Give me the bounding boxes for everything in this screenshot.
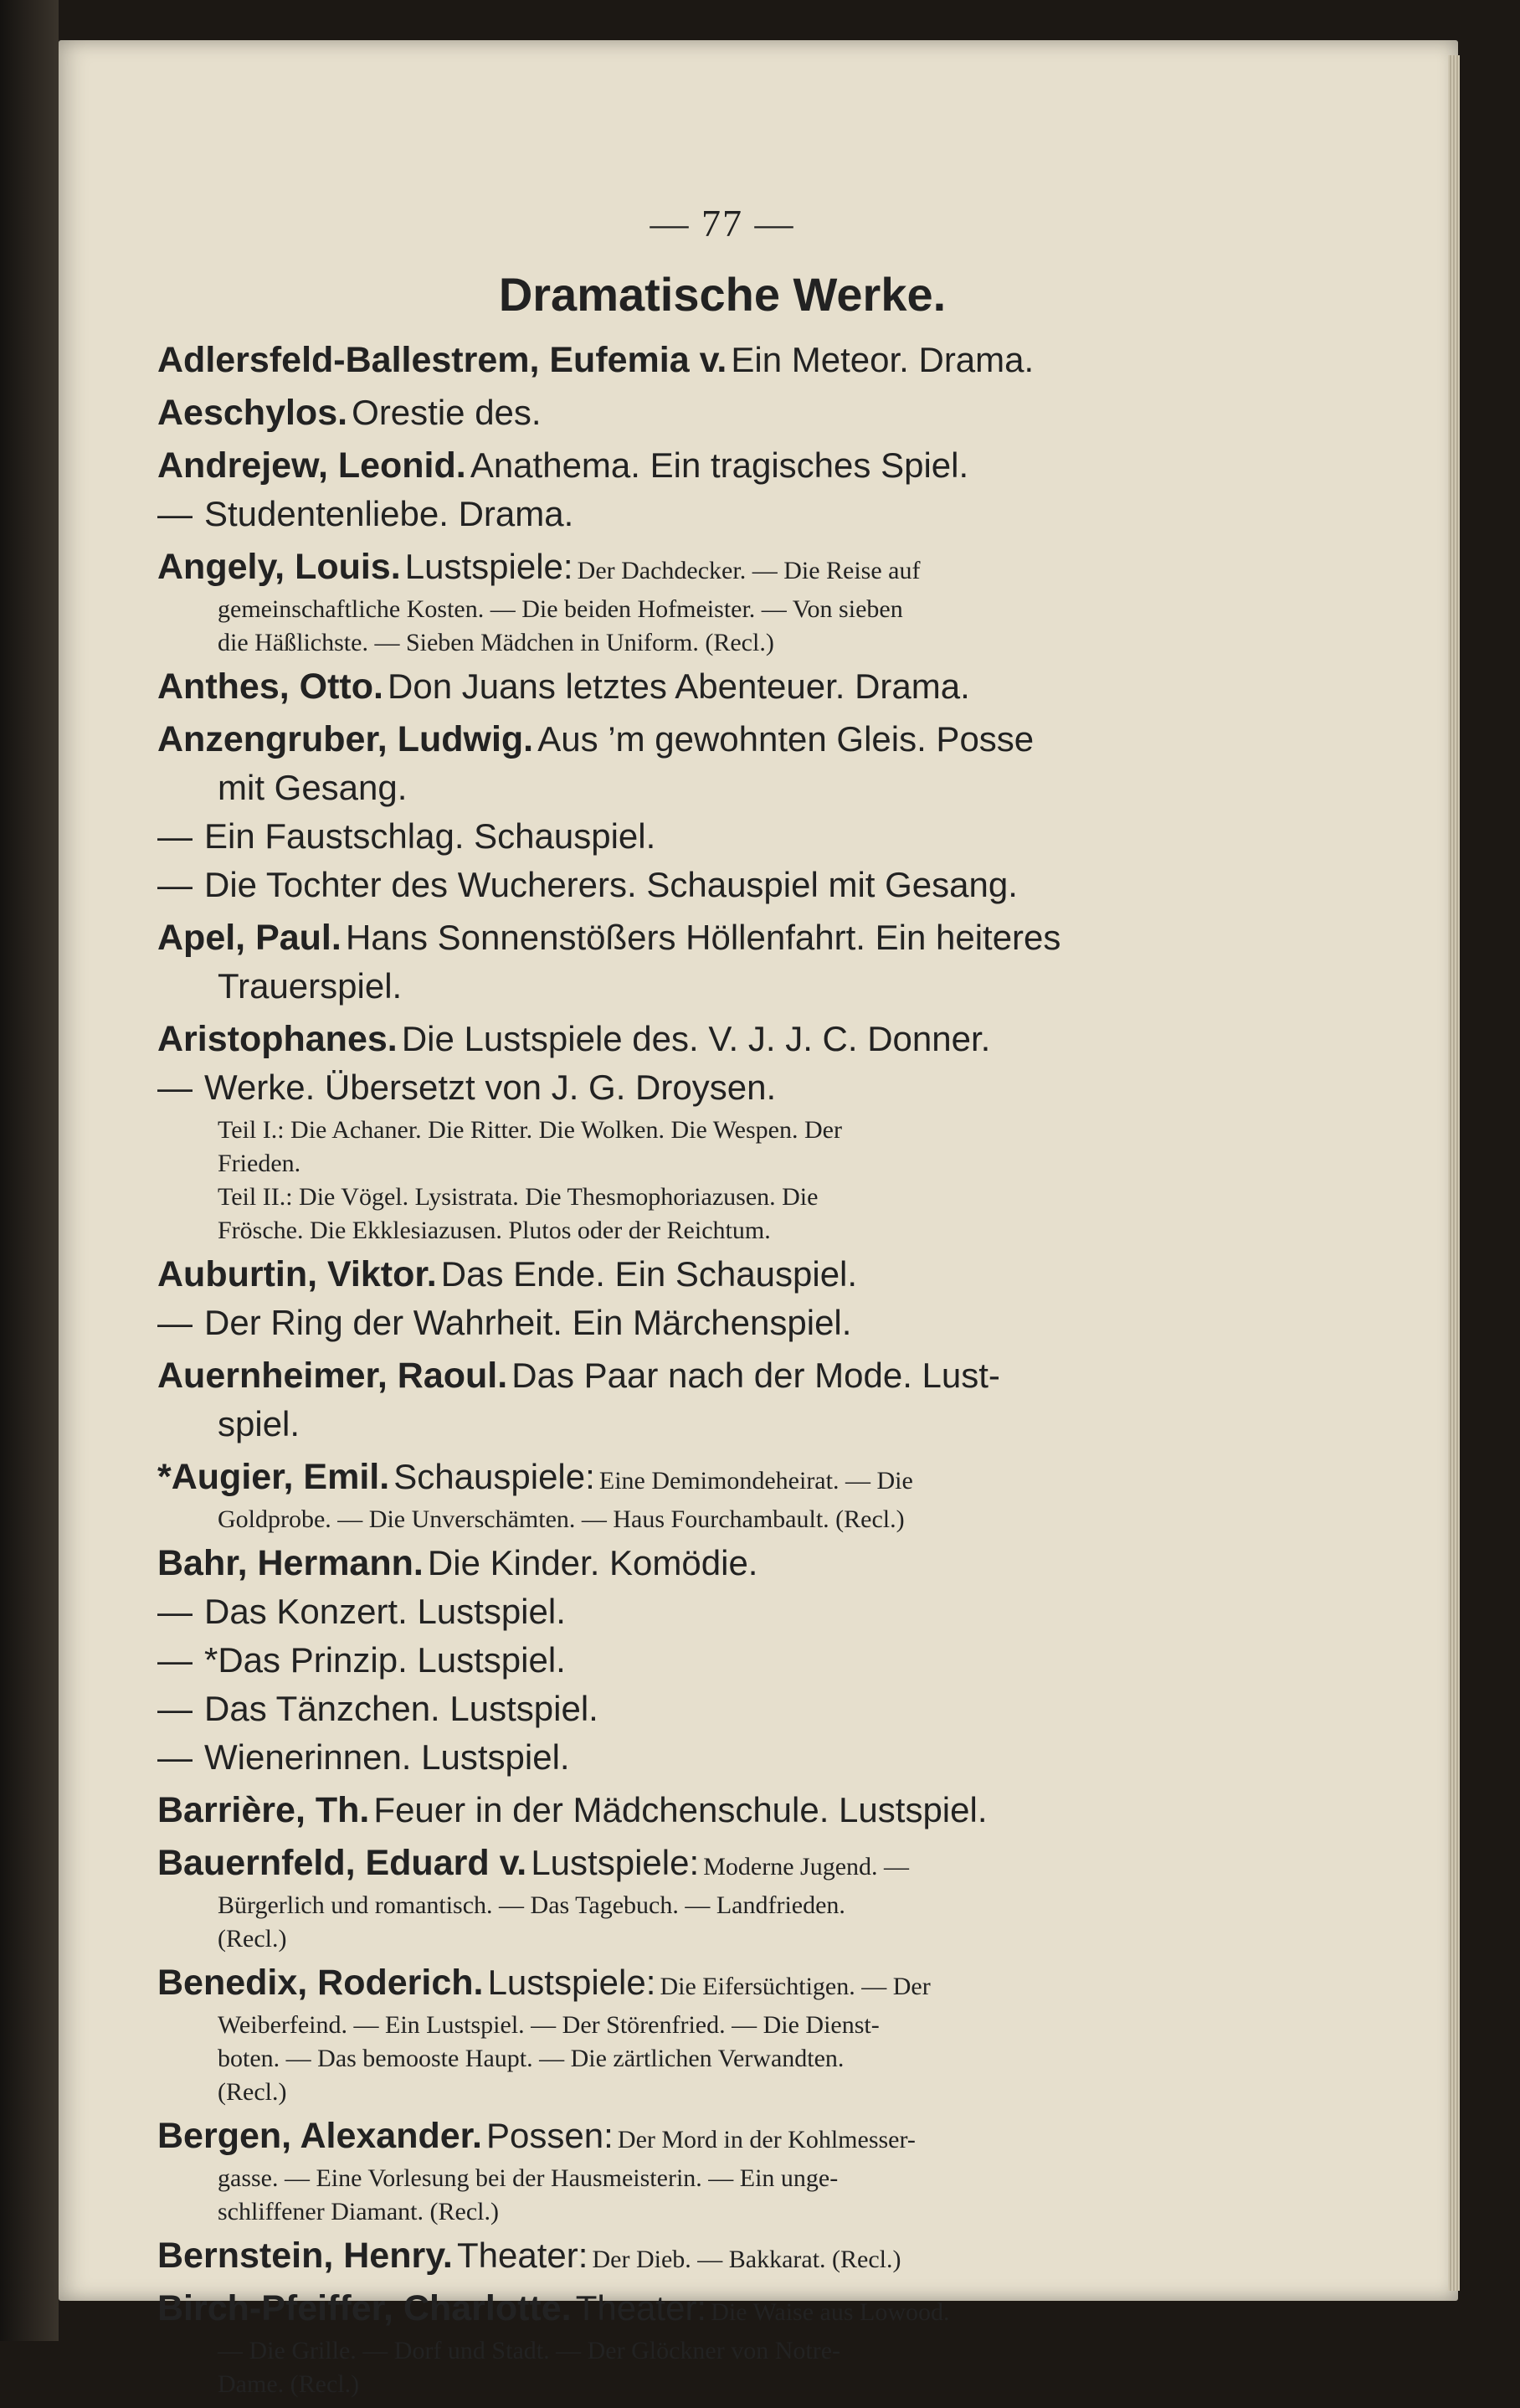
work-title: Das Tänzchen. Lustspiel. bbox=[204, 1689, 598, 1728]
entry-line bbox=[157, 393, 1287, 441]
work-list: Eine Demimondeheirat. — Die bbox=[598, 1467, 913, 1495]
entry-subline bbox=[157, 1592, 1287, 1640]
entry-line bbox=[157, 1254, 1287, 1303]
work-title: spiel. bbox=[218, 1404, 300, 1443]
work-list: schliffener Diamant. (Recl.) bbox=[218, 2198, 499, 2225]
entry-line bbox=[157, 918, 1287, 966]
entry-line bbox=[157, 547, 1287, 595]
entry-continuation bbox=[157, 966, 1287, 1015]
entry-bauernfeld bbox=[157, 1843, 1287, 1958]
work-title: Aus ’m gewohnten Gleis. Posse bbox=[537, 719, 1035, 759]
work-list: gemeinschaftliche Kosten. — Die beiden Hofmeister. — Von sieben bbox=[218, 595, 903, 623]
entry-bernstein bbox=[157, 2236, 1287, 2284]
entry-continuation bbox=[157, 2198, 1287, 2231]
author-name: Bernstein, Henry. bbox=[157, 2236, 453, 2276]
work-list: (Recl.) bbox=[218, 2078, 287, 2106]
genre-label: Possen: bbox=[486, 2116, 614, 2155]
entry-continuation bbox=[157, 1505, 1287, 1539]
entry-line bbox=[157, 1963, 1287, 2011]
entry-continuation bbox=[157, 2011, 1287, 2045]
entry-continuation bbox=[157, 2045, 1287, 2078]
entry-auburtin bbox=[157, 1254, 1287, 1351]
work-list: Frösche. Die Ekklesiazusen. Plutos oder der Reichtum. bbox=[218, 1217, 771, 1244]
entry-line bbox=[157, 2288, 1287, 2337]
entry-line bbox=[157, 666, 1287, 715]
work-title: Die Lustspiele des. V. J. J. C. Donner. bbox=[401, 1019, 991, 1058]
work-title: Das Konzert. Lustspiel. bbox=[204, 1592, 566, 1631]
genre-label: Theater: bbox=[456, 2236, 588, 2275]
entry-subline bbox=[157, 1303, 1287, 1351]
entry-augier bbox=[157, 1457, 1287, 1539]
work-title: Ein Meteor. Drama. bbox=[731, 340, 1035, 379]
entry-line bbox=[157, 1843, 1287, 1891]
author-name: Auburtin, Viktor. bbox=[157, 1254, 437, 1294]
entry-line bbox=[157, 445, 1287, 494]
author-name: Aeschylos. bbox=[157, 393, 348, 433]
dash: — bbox=[157, 1689, 193, 1728]
work-list: Goldprobe. — Die Unverschämten. — Haus Fourchambault. (Recl.) bbox=[218, 1505, 905, 1533]
entry-angely bbox=[157, 547, 1287, 662]
entry-benedix bbox=[157, 1963, 1287, 2112]
entry-birch-pfeiffer bbox=[157, 2288, 1287, 2404]
dash: — bbox=[157, 865, 193, 904]
book-binding-edge bbox=[0, 0, 59, 2341]
entry-auernheimer bbox=[157, 1356, 1287, 1453]
author-name: Bahr, Hermann. bbox=[157, 1543, 424, 1583]
work-list: Moderne Jugend. — bbox=[703, 1853, 910, 1881]
section-title: Dramatische Werke. bbox=[498, 268, 947, 321]
entry-continuation bbox=[157, 1150, 1287, 1183]
dash: — bbox=[157, 1640, 193, 1680]
entry-subline bbox=[157, 1068, 1287, 1116]
author-name: Adlersfeld-Ballestrem, Eufemia v. bbox=[157, 340, 727, 380]
work-title: Feuer in der Mädchenschule. Lustspiel. bbox=[373, 1790, 988, 1829]
entry-apel bbox=[157, 918, 1287, 1015]
entry-line bbox=[157, 1790, 1287, 1839]
dash: — bbox=[157, 1592, 193, 1631]
author-name: Anthes, Otto. bbox=[157, 666, 383, 707]
work-list: Frieden. bbox=[218, 1150, 301, 1177]
work-title: Don Juans letztes Abenteuer. Drama. bbox=[388, 666, 970, 706]
author-name: *Augier, Emil. bbox=[157, 1457, 390, 1497]
dash: — bbox=[157, 1303, 193, 1342]
author-name: Benedix, Roderich. bbox=[157, 1963, 484, 2003]
entry-subline bbox=[157, 1689, 1287, 1737]
work-title: Werke. Übersetzt von J. G. Droysen. bbox=[204, 1068, 777, 1107]
entry-continuation bbox=[157, 1891, 1287, 1925]
work-list: Weiberfeind. — Ein Lustspiel. — Der Störenfried. — Die Dienst- bbox=[218, 2011, 880, 2039]
page-number: — 77 — bbox=[650, 202, 795, 244]
genre-label: Lustspiele: bbox=[404, 547, 573, 586]
author-name: Aristophanes. bbox=[157, 1019, 398, 1059]
dash: — bbox=[157, 816, 193, 856]
dash: — bbox=[157, 1068, 193, 1107]
entry-barriere bbox=[157, 1790, 1287, 1839]
author-name: Apel, Paul. bbox=[157, 918, 341, 958]
genre-label: Lustspiele: bbox=[487, 1963, 656, 2002]
work-title: mit Gesang. bbox=[218, 768, 408, 807]
entry-subline bbox=[157, 494, 1287, 543]
entry-line bbox=[157, 2116, 1287, 2164]
entry-continuation bbox=[157, 2078, 1287, 2112]
entry-continuation bbox=[157, 629, 1287, 662]
entry-bergen bbox=[157, 2116, 1287, 2231]
entry-subline bbox=[157, 1640, 1287, 1689]
author-name: Birch-Pfeiffer, Charlotte. bbox=[157, 2288, 572, 2328]
entry-continuation bbox=[157, 768, 1287, 816]
work-list: Teil II.: Die Vögel. Lysistrata. Die Thesmophoriazusen. Die bbox=[218, 1183, 819, 1211]
work-title: Hans Sonnenstößers Höllenfahrt. Ein heiteres bbox=[345, 918, 1061, 957]
work-title: *Das Prinzip. Lustspiel. bbox=[204, 1640, 566, 1680]
work-list: die Häßlichste. — Sieben Mädchen in Uniform. (Recl.) bbox=[218, 629, 774, 656]
work-list: Bürgerlich und romantisch. — Das Tagebuch. — Landfrieden. bbox=[218, 1891, 845, 1919]
work-list: Der Dachdecker. — Die Reise auf bbox=[577, 557, 921, 584]
entry-continuation bbox=[157, 2337, 1287, 2370]
work-list: Die Waise aus Lowood. bbox=[711, 2298, 950, 2326]
entry-andrejew bbox=[157, 445, 1287, 543]
entry-continuation bbox=[157, 1217, 1287, 1250]
work-list: boten. — Das bemooste Haupt. — Die zärtlichen Verwandten. bbox=[218, 2045, 845, 2072]
work-title: Der Ring der Wahrheit. Ein Märchenspiel. bbox=[204, 1303, 852, 1342]
entry-subline bbox=[157, 1737, 1287, 1786]
entry-line bbox=[157, 719, 1287, 768]
work-list: Teil I.: Die Achaner. Die Ritter. Die Wolken. Die Wespen. Der bbox=[218, 1116, 842, 1144]
genre-label: Theater: bbox=[575, 2288, 707, 2328]
work-title: Das Ende. Ein Schauspiel. bbox=[440, 1254, 858, 1294]
dash: — bbox=[157, 1737, 193, 1777]
entry-subline bbox=[157, 865, 1287, 913]
entry-continuation bbox=[157, 1183, 1287, 1217]
entry-line bbox=[157, 340, 1287, 388]
entry-continuation bbox=[157, 1116, 1287, 1150]
entry-subline bbox=[157, 816, 1287, 865]
work-title: Die Tochter des Wucherers. Schauspiel mit Gesang. bbox=[204, 865, 1018, 904]
entry-continuation bbox=[157, 2164, 1287, 2198]
work-title: Studentenliebe. Drama. bbox=[204, 494, 574, 533]
author-name: Barrière, Th. bbox=[157, 1790, 370, 1830]
entry-line bbox=[157, 1457, 1287, 1505]
author-name: Bauernfeld, Eduard v. bbox=[157, 1843, 527, 1883]
work-title: Ein Faustschlag. Schauspiel. bbox=[204, 816, 656, 856]
author-name: Auernheimer, Raoul. bbox=[157, 1356, 508, 1396]
work-list: (Recl.) bbox=[218, 1925, 287, 1953]
page-content bbox=[157, 201, 1287, 2408]
work-title: Anathema. Ein tragisches Spiel. bbox=[470, 445, 969, 485]
author-name: Bergen, Alexander. bbox=[157, 2116, 482, 2156]
work-title: Die Kinder. Komödie. bbox=[427, 1543, 758, 1582]
work-title: Das Paar nach der Mode. Lust- bbox=[511, 1356, 1000, 1395]
genre-label: Schauspiele: bbox=[393, 1457, 595, 1496]
work-list: Die Eifersüchtigen. — Der bbox=[660, 1973, 931, 2000]
work-title: Trauerspiel. bbox=[218, 966, 403, 1006]
author-name: Andrejew, Leonid. bbox=[157, 445, 466, 486]
entry-anthes bbox=[157, 666, 1287, 715]
author-name: Angely, Louis. bbox=[157, 547, 401, 587]
entry-continuation bbox=[157, 1925, 1287, 1958]
entry-continuation bbox=[157, 1404, 1287, 1453]
work-title: Wienerinnen. Lustspiel. bbox=[204, 1737, 570, 1777]
dash: — bbox=[157, 494, 193, 533]
work-title: Orestie des. bbox=[352, 393, 542, 432]
entry-bahr bbox=[157, 1543, 1287, 1786]
work-list: Dame. (Recl.) bbox=[218, 2370, 360, 2398]
work-list: — Die Grille. — Dorf und Stadt. — Der Glöckner von Notre- bbox=[218, 2337, 840, 2364]
entry-continuation bbox=[157, 595, 1287, 629]
work-list: gasse. — Eine Vorlesung bei der Hausmeisterin. — Ein unge- bbox=[218, 2164, 839, 2192]
entry-adlersfeld bbox=[157, 340, 1287, 388]
entry-continuation bbox=[157, 2370, 1287, 2404]
author-name: Anzengruber, Ludwig. bbox=[157, 719, 534, 759]
page-stack-edge bbox=[1448, 55, 1460, 2291]
entry-line bbox=[157, 1356, 1287, 1404]
work-list: Der Dieb. — Bakkarat. (Recl.) bbox=[592, 2246, 901, 2273]
genre-label: Lustspiele: bbox=[531, 1843, 700, 1882]
entry-line bbox=[157, 1543, 1287, 1592]
entry-aristophanes bbox=[157, 1019, 1287, 1250]
entry-aeschylos bbox=[157, 393, 1287, 441]
entry-line bbox=[157, 1019, 1287, 1068]
entry-line bbox=[157, 2236, 1287, 2284]
work-list: Der Mord in der Kohlmesser- bbox=[617, 2126, 916, 2153]
entry-anzengruber bbox=[157, 719, 1287, 913]
